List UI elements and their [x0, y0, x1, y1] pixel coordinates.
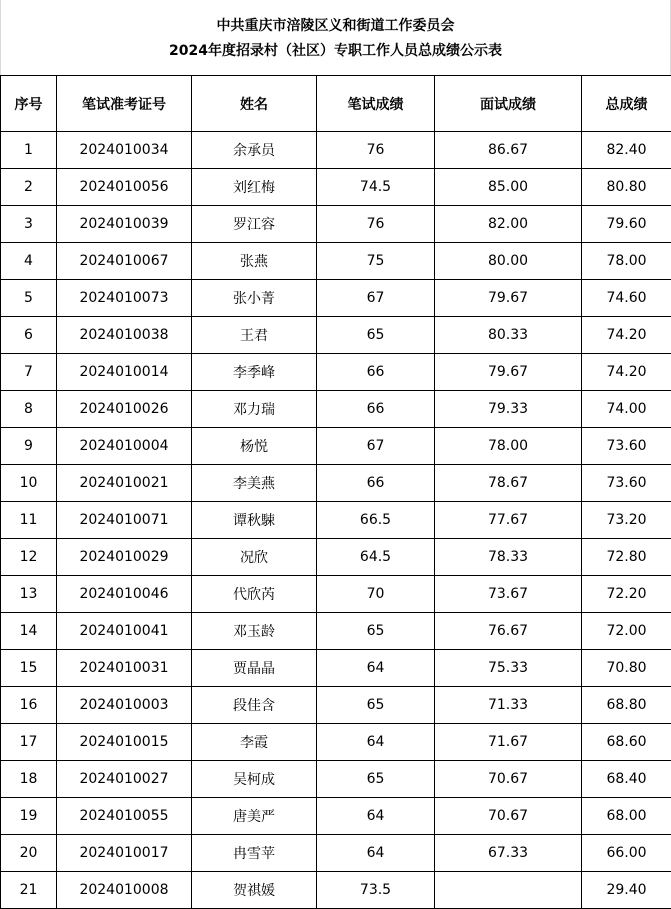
table-row [1, 539, 671, 576]
cell-written-score: 67 [317, 280, 435, 317]
cell-exam-id: 2024010056 [57, 169, 192, 206]
column-header-written-score: 笔试成绩 [317, 76, 435, 132]
cell-index: 12 [1, 539, 57, 576]
cell-written-score: 65 [317, 761, 435, 798]
cell-written-score: 64 [317, 650, 435, 687]
cell-interview-score: 67.33 [435, 835, 582, 872]
cell-exam-id: 2024010029 [57, 539, 192, 576]
table-row [1, 391, 671, 428]
cell-name: 刘红梅 [192, 169, 317, 206]
cell-name: 谭秋駷 [192, 502, 317, 539]
cell-name: 贺祺媛 [192, 872, 317, 909]
cell-index: 2 [1, 169, 57, 206]
cell-total-score: 78.00 [582, 243, 671, 280]
cell-written-score: 74.5 [317, 169, 435, 206]
cell-written-score: 65 [317, 687, 435, 724]
cell-index: 18 [1, 761, 57, 798]
table-row [1, 724, 671, 761]
cell-name: 代欣芮 [192, 576, 317, 613]
cell-exam-id: 2024010015 [57, 724, 192, 761]
cell-interview-score: 71.33 [435, 687, 582, 724]
cell-written-score: 66 [317, 465, 435, 502]
column-header-name: 姓名 [192, 76, 317, 132]
cell-total-score: 29.40 [582, 872, 671, 909]
cell-exam-id: 2024010004 [57, 428, 192, 465]
table-row [1, 280, 671, 317]
table-row [1, 613, 671, 650]
cell-total-score: 74.00 [582, 391, 671, 428]
cell-index: 15 [1, 650, 57, 687]
cell-exam-id: 2024010031 [57, 650, 192, 687]
cell-exam-id: 2024010071 [57, 502, 192, 539]
cell-exam-id: 2024010039 [57, 206, 192, 243]
cell-interview-score: 79.33 [435, 391, 582, 428]
cell-interview-score: 70.67 [435, 761, 582, 798]
column-header-index: 序号 [1, 76, 57, 132]
cell-exam-id: 2024010055 [57, 798, 192, 835]
cell-interview-score: 79.67 [435, 354, 582, 391]
cell-interview-score: 86.67 [435, 132, 582, 169]
table-row [1, 872, 671, 909]
table-row [1, 169, 671, 206]
cell-interview-score: 85.00 [435, 169, 582, 206]
column-header-interview-score: 面试成绩 [435, 76, 582, 132]
cell-total-score: 79.60 [582, 206, 671, 243]
cell-total-score: 72.80 [582, 539, 671, 576]
cell-interview-score: 76.67 [435, 613, 582, 650]
cell-name: 段佳含 [192, 687, 317, 724]
cell-total-score: 72.20 [582, 576, 671, 613]
cell-index: 5 [1, 280, 57, 317]
cell-interview-score: 80.33 [435, 317, 582, 354]
table-row [1, 243, 671, 280]
cell-written-score: 66.5 [317, 502, 435, 539]
cell-total-score: 68.80 [582, 687, 671, 724]
table-row [1, 761, 671, 798]
cell-written-score: 64 [317, 835, 435, 872]
cell-written-score: 73.5 [317, 872, 435, 909]
cell-written-score: 64 [317, 724, 435, 761]
table-row [1, 354, 671, 391]
cell-index: 8 [1, 391, 57, 428]
cell-total-score: 74.20 [582, 317, 671, 354]
cell-index: 20 [1, 835, 57, 872]
cell-exam-id: 2024010008 [57, 872, 192, 909]
cell-total-score: 73.60 [582, 465, 671, 502]
table-row [1, 502, 671, 539]
cell-total-score: 68.00 [582, 798, 671, 835]
title-block [0, 0, 671, 75]
table-row [1, 798, 671, 835]
cell-total-score: 68.60 [582, 724, 671, 761]
cell-name: 冉雪苹 [192, 835, 317, 872]
cell-name: 张小菁 [192, 280, 317, 317]
cell-exam-id: 2024010034 [57, 132, 192, 169]
cell-index: 21 [1, 872, 57, 909]
cell-interview-score: 78.67 [435, 465, 582, 502]
cell-written-score: 76 [317, 132, 435, 169]
cell-total-score: 80.80 [582, 169, 671, 206]
cell-name: 唐美严 [192, 798, 317, 835]
cell-name: 李霞 [192, 724, 317, 761]
cell-interview-score: 79.67 [435, 280, 582, 317]
cell-index: 6 [1, 317, 57, 354]
cell-written-score: 65 [317, 613, 435, 650]
cell-index: 10 [1, 465, 57, 502]
cell-name: 张燕 [192, 243, 317, 280]
cell-interview-score: 73.67 [435, 576, 582, 613]
page-title: 中共重庆市涪陵区义和街道工作委员会 [1, 16, 670, 36]
cell-written-score: 64 [317, 798, 435, 835]
cell-interview-score: 78.00 [435, 428, 582, 465]
cell-exam-id: 2024010073 [57, 280, 192, 317]
cell-index: 19 [1, 798, 57, 835]
cell-name: 罗江容 [192, 206, 317, 243]
table-row [1, 835, 671, 872]
cell-interview-score [435, 872, 582, 909]
cell-name: 李季峰 [192, 354, 317, 391]
cell-exam-id: 2024010014 [57, 354, 192, 391]
cell-written-score: 66 [317, 354, 435, 391]
cell-written-score: 65 [317, 317, 435, 354]
cell-exam-id: 2024010038 [57, 317, 192, 354]
cell-exam-id: 2024010026 [57, 391, 192, 428]
cell-interview-score: 80.00 [435, 243, 582, 280]
cell-name: 李美燕 [192, 465, 317, 502]
cell-interview-score: 70.67 [435, 798, 582, 835]
cell-index: 1 [1, 132, 57, 169]
cell-total-score: 74.20 [582, 354, 671, 391]
cell-index: 16 [1, 687, 57, 724]
table-row [1, 576, 671, 613]
cell-name: 邓玉龄 [192, 613, 317, 650]
cell-name: 杨悦 [192, 428, 317, 465]
cell-interview-score: 82.00 [435, 206, 582, 243]
cell-written-score: 76 [317, 206, 435, 243]
cell-total-score: 68.40 [582, 761, 671, 798]
table-row [1, 317, 671, 354]
cell-total-score: 73.20 [582, 502, 671, 539]
cell-exam-id: 2024010041 [57, 613, 192, 650]
cell-total-score: 74.60 [582, 280, 671, 317]
table-row [1, 132, 671, 169]
cell-name: 况欣 [192, 539, 317, 576]
cell-total-score: 66.00 [582, 835, 671, 872]
table-row [1, 465, 671, 502]
cell-index: 9 [1, 428, 57, 465]
cell-written-score: 64.5 [317, 539, 435, 576]
table-header [1, 76, 671, 132]
cell-exam-id: 2024010017 [57, 835, 192, 872]
cell-interview-score: 78.33 [435, 539, 582, 576]
table-row [1, 650, 671, 687]
cell-total-score: 82.40 [582, 132, 671, 169]
cell-written-score: 67 [317, 428, 435, 465]
cell-index: 11 [1, 502, 57, 539]
cell-name: 贾晶晶 [192, 650, 317, 687]
header-row [1, 76, 671, 132]
cell-index: 13 [1, 576, 57, 613]
cell-name: 吴柯成 [192, 761, 317, 798]
page-subtitle: 2024年度招录村（社区）专职工作人员总成绩公示表 [1, 41, 670, 61]
table-row [1, 428, 671, 465]
cell-exam-id: 2024010067 [57, 243, 192, 280]
score-table [0, 75, 671, 909]
cell-exam-id: 2024010021 [57, 465, 192, 502]
cell-index: 4 [1, 243, 57, 280]
cell-name: 余承员 [192, 132, 317, 169]
table-body [1, 132, 671, 909]
column-header-exam-id: 笔试准考证号 [57, 76, 192, 132]
cell-exam-id: 2024010046 [57, 576, 192, 613]
cell-total-score: 70.80 [582, 650, 671, 687]
cell-name: 王君 [192, 317, 317, 354]
cell-index: 14 [1, 613, 57, 650]
cell-interview-score: 75.33 [435, 650, 582, 687]
cell-exam-id: 2024010027 [57, 761, 192, 798]
cell-name: 邓力瑞 [192, 391, 317, 428]
cell-index: 7 [1, 354, 57, 391]
cell-interview-score: 71.67 [435, 724, 582, 761]
cell-written-score: 70 [317, 576, 435, 613]
cell-written-score: 66 [317, 391, 435, 428]
cell-index: 3 [1, 206, 57, 243]
cell-total-score: 73.60 [582, 428, 671, 465]
column-header-total-score: 总成绩 [582, 76, 671, 132]
cell-exam-id: 2024010003 [57, 687, 192, 724]
cell-index: 17 [1, 724, 57, 761]
cell-total-score: 72.00 [582, 613, 671, 650]
cell-interview-score: 77.67 [435, 502, 582, 539]
table-row [1, 206, 671, 243]
table-row [1, 687, 671, 724]
cell-written-score: 75 [317, 243, 435, 280]
